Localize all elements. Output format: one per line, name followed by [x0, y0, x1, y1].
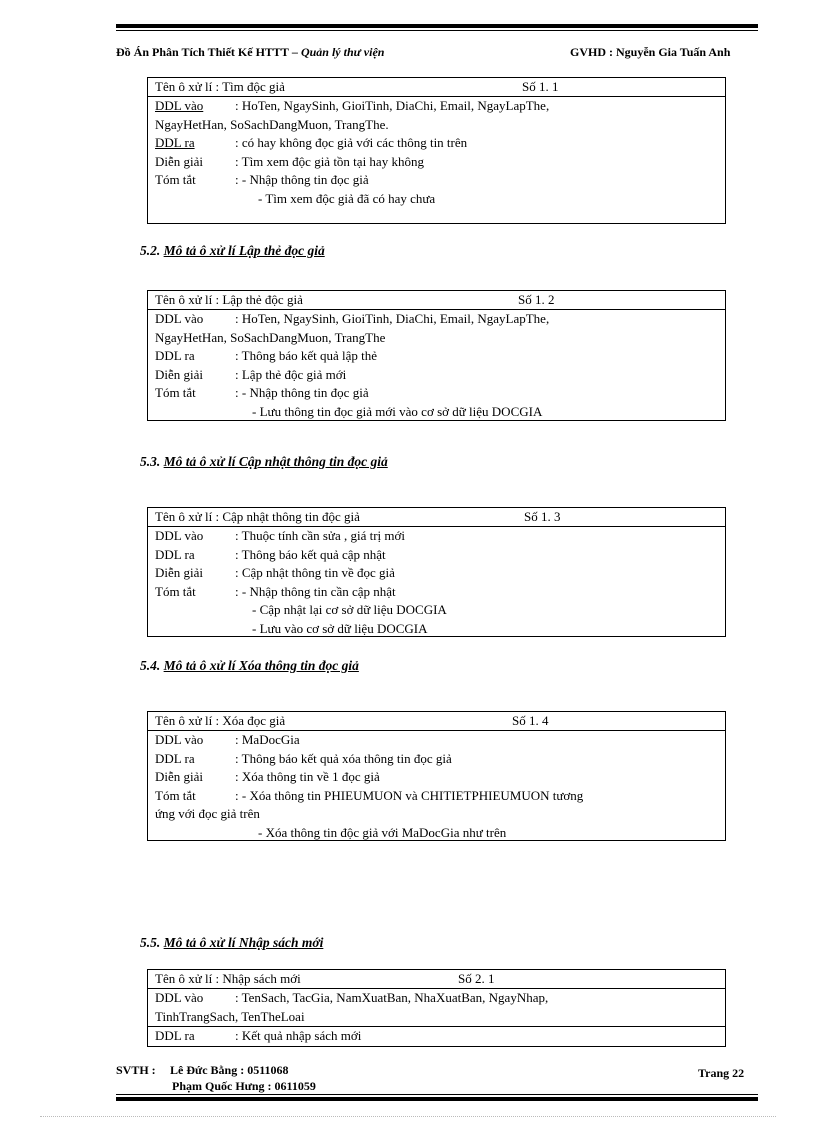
header-rule-thin [116, 30, 758, 31]
process-box-5 [147, 969, 726, 1047]
header-right: GVHD : Nguyễn Gia Tuấn Anh [570, 45, 731, 59]
summary-label: Tóm tắt [155, 172, 196, 187]
input-label: DDL vào [155, 990, 204, 1005]
box-head [148, 970, 725, 989]
input-continued: TinhTrangSach, TenTheLoai [155, 1008, 305, 1024]
output-label: DDL ra [155, 1028, 195, 1043]
output-text: : Thông báo kết quả lập thẻ [235, 348, 378, 363]
box-number: Số 1. 2 [518, 292, 555, 307]
summary-step-1: : - Nhập thông tin đọc giả [235, 172, 369, 187]
box-head [148, 78, 725, 97]
output-text: : Thông báo kết quả cập nhật [235, 546, 386, 562]
process-box-2 [147, 290, 726, 421]
footer-page-number: Trang 22 [698, 1066, 745, 1080]
description-text: : Tìm xem độc giả tồn tại hay không [235, 153, 424, 169]
summary-label: Tóm tắt [155, 385, 196, 400]
input-continued: NgayHetHan, SoSachDangMuon, TrangThe [155, 329, 386, 345]
input-label: DDL vào [155, 311, 204, 326]
output-text: : Kết quả nhập sách mới [235, 1028, 362, 1043]
box-head [148, 508, 725, 527]
box-number: Số 1. 4 [512, 713, 549, 728]
summary-step-2: - Lưu thông tin đọc giả mới vào cơ sở dữ liệu DOCGIA [252, 403, 543, 419]
process-box-4 [147, 711, 726, 841]
input-label: DDL vào [155, 528, 204, 543]
box-number: Số 2. 1 [458, 971, 495, 986]
section-title: Mô tả ô xử lí Xóa thông tin đọc giả [163, 658, 359, 673]
section-number: 5.4. [140, 658, 161, 673]
footer-rule-thin [116, 1094, 758, 1095]
summary-step-2: - Cập nhật lại cơ sở dữ liệu DOCGIA [252, 602, 447, 617]
summary-label: Tóm tắt [155, 583, 196, 599]
box-title: Tên ô xử lí : Lập thẻ độc giả [155, 292, 303, 307]
summary-step-1: : - Xóa thông tin PHIEUMUON và CHITIETPHIEUMUON tương [235, 787, 584, 803]
page-edge-dotted-line [40, 1116, 776, 1117]
input-text: : TenSach, TacGia, NamXuatBan, NhaXuatBan, NgayNhap, [235, 990, 549, 1005]
section-title: Mô tả ô xử lí Cập nhật thông tin đọc giả [163, 454, 388, 469]
box-head [148, 712, 725, 731]
process-box-3 [147, 507, 726, 637]
summary-continued: ứng với đọc giả trên [155, 806, 260, 821]
section-heading-5-5 [140, 935, 323, 951]
footer-student-1: Lê Đức Bằng : 0511068 [170, 1063, 289, 1077]
box-number: Số 1. 1 [522, 79, 559, 94]
summary-step-2: - Xóa thông tin độc giả với MaDocGia như trên [258, 824, 507, 840]
section-heading-5-3 [140, 454, 388, 470]
input-label: DDL vào [155, 732, 204, 747]
box-title: Tên ô xử lí : Cập nhật thông tin độc giả [155, 509, 360, 524]
description-label: Diễn giải [155, 769, 204, 784]
output-label: DDL ra [155, 348, 195, 363]
description-text: : Xóa thông tin về 1 đọc giả [235, 769, 380, 784]
output-text: : Thông báo kết quả xóa thông tin đọc giả [235, 750, 452, 766]
box-title: Tên ô xử lí : Xóa đọc giả [155, 713, 286, 728]
box-head [148, 291, 725, 310]
output-text: : có hay không đọc giả với các thông tin trên [235, 135, 468, 150]
description-text: : Cập nhật thông tin về đọc giả [235, 565, 395, 580]
output-label: DDL ra [155, 750, 195, 766]
box-title: Tên ô xử lí : Nhập sách mới [155, 971, 301, 986]
summary-step-1: : - Nhập thông tin đọc giả [235, 385, 369, 400]
summary-step-3: - Lưu vào cơ sở dữ liệu DOCGIA [252, 620, 428, 636]
header-subtitle: – Quản lý thư viện [288, 45, 385, 59]
footer-rule-thick [116, 1097, 758, 1101]
input-text: : Thuộc tính cần sửa , giá trị mới [235, 528, 406, 543]
section-number: 5.2. [140, 243, 161, 258]
input-label: DDL vào [155, 98, 204, 113]
footer-student-2: Phạm Quốc Hưng : 0611059 [172, 1079, 316, 1093]
summary-label: Tóm tắt [155, 787, 196, 803]
summary-step-1: : - Nhập thông tin cần cập nhật [235, 583, 396, 599]
footer-svth-label: SVTH : [116, 1063, 156, 1077]
input-text: : HoTen, NgaySinh, GioiTinh, DiaChi, Email, NgayLapThe, [235, 311, 550, 326]
summary-step-2: - Tìm xem độc giả đã có hay chưa [258, 190, 436, 206]
description-label: Diễn giải [155, 565, 204, 580]
output-label: DDL ra [155, 135, 195, 150]
box-number: Số 1. 3 [524, 509, 561, 524]
input-text: : MaDocGia [235, 732, 300, 747]
process-box-1 [147, 77, 726, 224]
output-label: DDL ra [155, 546, 195, 562]
header-rule-thick [116, 24, 758, 28]
section-title: Mô tả ô xử lí Lập thẻ đọc giả [163, 243, 325, 258]
section-heading-5-2 [140, 243, 325, 259]
description-label: Diễn giải [155, 153, 204, 169]
description-text: : Lập thẻ độc giả mới [235, 366, 347, 382]
input-text: : HoTen, NgaySinh, GioiTinh, DiaChi, Email, NgayLapThe, [235, 98, 550, 113]
section-title: Mô tả ô xử lí Nhập sách mới [163, 935, 324, 950]
box-title: Tên ô xử lí : Tìm độc giả [155, 79, 285, 94]
section-number: 5.5. [140, 935, 161, 950]
description-label: Diễn giải [155, 366, 204, 382]
input-continued: NgayHetHan, SoSachDangMuon, TrangThe. [155, 116, 389, 132]
header-left [116, 45, 384, 60]
section-heading-5-4 [140, 658, 359, 674]
header-doc-title: Đồ Án Phân Tích Thiết Kế HTTT [116, 45, 289, 59]
section-number: 5.3. [140, 454, 161, 469]
